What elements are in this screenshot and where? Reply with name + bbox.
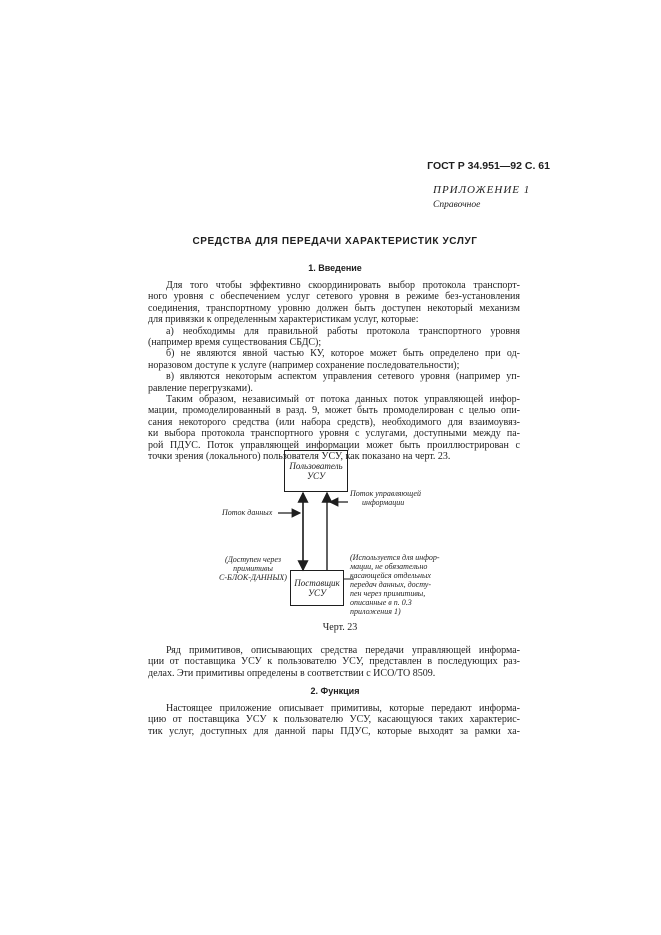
text-line: для привязки к определенным характеристикам услуг, которые:	[148, 314, 419, 326]
text-line: а) необходимы для правильной работы протокола транспортного уровня	[166, 325, 520, 337]
box-label: УСУ	[307, 471, 325, 481]
text-line: делах. Эти примитивы определены в соответствии с ИСО/ТО 8509.	[148, 667, 436, 679]
after-figure-text	[148, 645, 520, 679]
right-note	[350, 553, 470, 616]
note-line: описанные в п. 0.3	[350, 598, 412, 607]
standard-code: ГОСТ Р 34.951—92 С. 61	[427, 160, 550, 172]
text-line: Таким образом, независимый от потока данных поток управляющей инфор-	[166, 394, 520, 406]
section-2-heading: 2. Функция	[310, 686, 360, 696]
note-line: (Доступен через	[225, 555, 281, 564]
note-line: пен через примитивы,	[350, 589, 426, 598]
text-line: в) являются некоторым аспектом управления сетевого уровня (например уп-	[166, 371, 520, 383]
text-line: точки зрения (локального) пользователя УСУ, как показано на черт. 23.	[148, 451, 451, 463]
provider-usu-box	[290, 570, 344, 606]
note-line: С-БЛОК-ДАННЫХ)	[219, 573, 287, 582]
text-line: (например время существования СБДС);	[148, 337, 322, 349]
figure-23-diagram	[200, 445, 480, 620]
document-title: СРЕДСТВА ДЛЯ ПЕРЕДАЧИ ХАРАКТЕРИСТИК УСЛУГ	[192, 236, 478, 247]
text-line: мации, промоделированный в разд. 9, может быть промоделирован с целью опи-	[148, 405, 520, 417]
text-line: цию от поставщика УСУ к пользователю УСУ, касающуюся таких характерис-	[148, 714, 520, 726]
text-line: норазовом доступе к услуге (например сохранение последовательности);	[148, 359, 460, 371]
text-line: ного уровня с обеспечением услуг сетевого уровня в режиме без-установления	[148, 291, 520, 303]
section-1-heading: 1. Введение	[308, 263, 362, 273]
data-flow-label: Поток данных	[222, 508, 273, 517]
control-flow-label	[350, 489, 421, 507]
text-line: рой ПДУС. Поток управляющей информации может быть проиллюстрирован с	[148, 439, 520, 451]
figure-caption: Черт. 23	[322, 622, 358, 633]
note-line: приложения 1)	[350, 607, 401, 616]
label-line: информации	[362, 498, 405, 507]
section-1-body	[148, 280, 520, 463]
text-line: Настоящее приложение описывает примитивы, которые передают информа-	[166, 703, 520, 714]
note-line: касающейся отдельных	[350, 571, 431, 580]
note-line: передач данных, досту-	[350, 580, 432, 589]
text-line: Для того чтобы эффективно скоординировать выбор протокола транспорт-	[166, 280, 520, 291]
note-line: примитивы	[233, 564, 273, 573]
box-label: Пользователь	[289, 461, 343, 471]
text-line: равление перегрузками).	[148, 382, 253, 394]
text-line: тик услуг, доступных для данной пары ПДУС, которые выходят за рамки ха-	[148, 725, 520, 737]
text-line: ции от поставщика УСУ к пользователю УСУ, представлен в последующих раз-	[148, 656, 520, 668]
user-usu-box	[284, 450, 348, 492]
text-line: соединения, транспортному уровню должен быть доступен некоторый механизм	[148, 302, 520, 314]
text-line: Ряд примитивов, описывающих средства передачи управляющей информа-	[166, 645, 520, 656]
text-line: ки выбора протокола транспортного уровня с услугами, доступными между па-	[148, 428, 520, 440]
box-label: Поставщик	[294, 578, 340, 588]
text-line: сания некоторого средства (или набора средств), необходимого для взаимоувяз-	[148, 416, 520, 428]
text-line: б) не являются явной частью КУ, которое может быть определено при од-	[166, 348, 520, 360]
box-label: УСУ	[308, 588, 326, 598]
section-2-body	[148, 703, 520, 737]
left-note	[218, 555, 288, 582]
appendix-title: ПРИЛОЖЕНИЕ 1	[433, 184, 531, 196]
note-line: (Используется для инфор-	[350, 553, 440, 562]
appendix-note: Справочное	[433, 200, 481, 210]
note-line: мации, не обязательно	[350, 562, 428, 571]
label-line: Поток управляющей	[350, 489, 421, 498]
